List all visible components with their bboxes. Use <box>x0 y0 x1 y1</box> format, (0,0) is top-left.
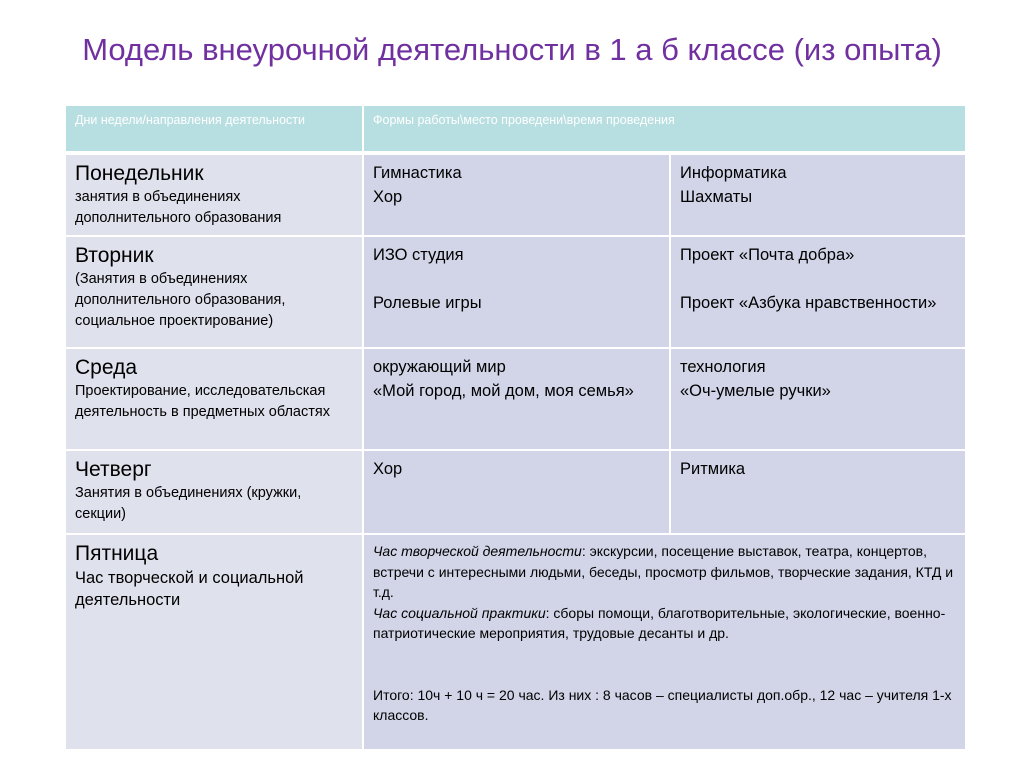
creative-hour-desc: : экскурсии, посещение выставок, театра, концертов, встречи с интересными людьми, беседы, просмотр фильмов, творческие задания, КТД и т.д. <box>373 543 954 600</box>
day-cell <box>65 236 363 348</box>
total-hours-text: Итого: 10ч + 10 ч = 20 час. Из них : 8 часов – специалисты доп.обр., 12 час – учителя 1-х классов. <box>373 686 952 723</box>
day-cell <box>65 153 363 236</box>
activity-item: Хор <box>373 188 403 206</box>
creative-hour-label: Час творческой деятельности <box>373 543 582 559</box>
activity-cell <box>670 236 966 348</box>
activity-item: Хор <box>373 460 403 478</box>
day-name: Пятница <box>75 542 159 565</box>
day-description: занятия в объединениях дополнительного образования <box>75 189 282 226</box>
activity-cell <box>363 153 670 236</box>
activity-item: ИЗО студия <box>373 246 464 264</box>
activity-cell <box>363 450 670 534</box>
activity-item: Проект «Азбука нравственности» <box>680 294 937 312</box>
day-cell <box>65 450 363 534</box>
activity-cell <box>670 348 966 450</box>
activity-item: «Мой город, мой дом, моя семья» <box>373 382 634 400</box>
activity-cell <box>363 348 670 450</box>
activity-item: Ритмика <box>680 460 746 478</box>
social-practice-text <box>373 603 956 644</box>
slide-title: Модель внеурочной деятельности в 1 а б классе (из опыта) <box>82 32 942 67</box>
day-cell <box>65 534 363 750</box>
day-name: Четверг <box>75 458 152 481</box>
activity-cell <box>670 450 966 534</box>
table-row <box>65 153 966 236</box>
header-forms-place-time: Формы работы\место проведени\время проведения <box>363 105 966 153</box>
day-cell <box>65 348 363 450</box>
day-name: Понедельник <box>75 162 204 185</box>
table-row <box>65 450 966 534</box>
friday-activity-cell <box>363 534 966 750</box>
table-row-friday <box>65 534 966 750</box>
table-row <box>65 236 966 348</box>
activity-item: «Оч-умелые ручки» <box>680 382 831 400</box>
activity-item: Ролевые игры <box>373 294 482 312</box>
social-practice-label: Час социальной практики <box>373 604 546 621</box>
day-description: Проектирование, исследовательская деятельность в предметных областях <box>75 383 330 420</box>
day-name: Вторник <box>75 244 154 267</box>
header-days-directions: Дни недели/направления деятельности <box>65 105 363 153</box>
activity-item: Информатика <box>680 164 787 182</box>
day-description: Занятия в объединениях (кружки, секции) <box>75 485 302 522</box>
activity-cell <box>670 153 966 236</box>
activity-item: окружающий мир <box>373 358 506 376</box>
activity-item: Гимнастика <box>373 164 462 182</box>
day-name: Среда <box>75 356 137 379</box>
day-description: (Занятия в объединениях дополнительного образования, социальное проектирование) <box>75 271 286 329</box>
creative-hour-text <box>373 541 956 603</box>
schedule-table <box>64 104 967 751</box>
activity-item: Шахматы <box>680 188 753 206</box>
table-row <box>65 348 966 450</box>
table-header-row <box>65 105 966 153</box>
day-description: Час творческой и социальной деятельности <box>75 569 304 609</box>
social-practice-desc: : сборы помощи, благотворительные, экологические, военно-патриотические мероприятия, трудовые десанты и др. <box>373 604 946 641</box>
activity-cell <box>363 236 670 348</box>
activity-item: технология <box>680 358 766 376</box>
activity-item: Проект «Почта добра» <box>680 246 855 264</box>
